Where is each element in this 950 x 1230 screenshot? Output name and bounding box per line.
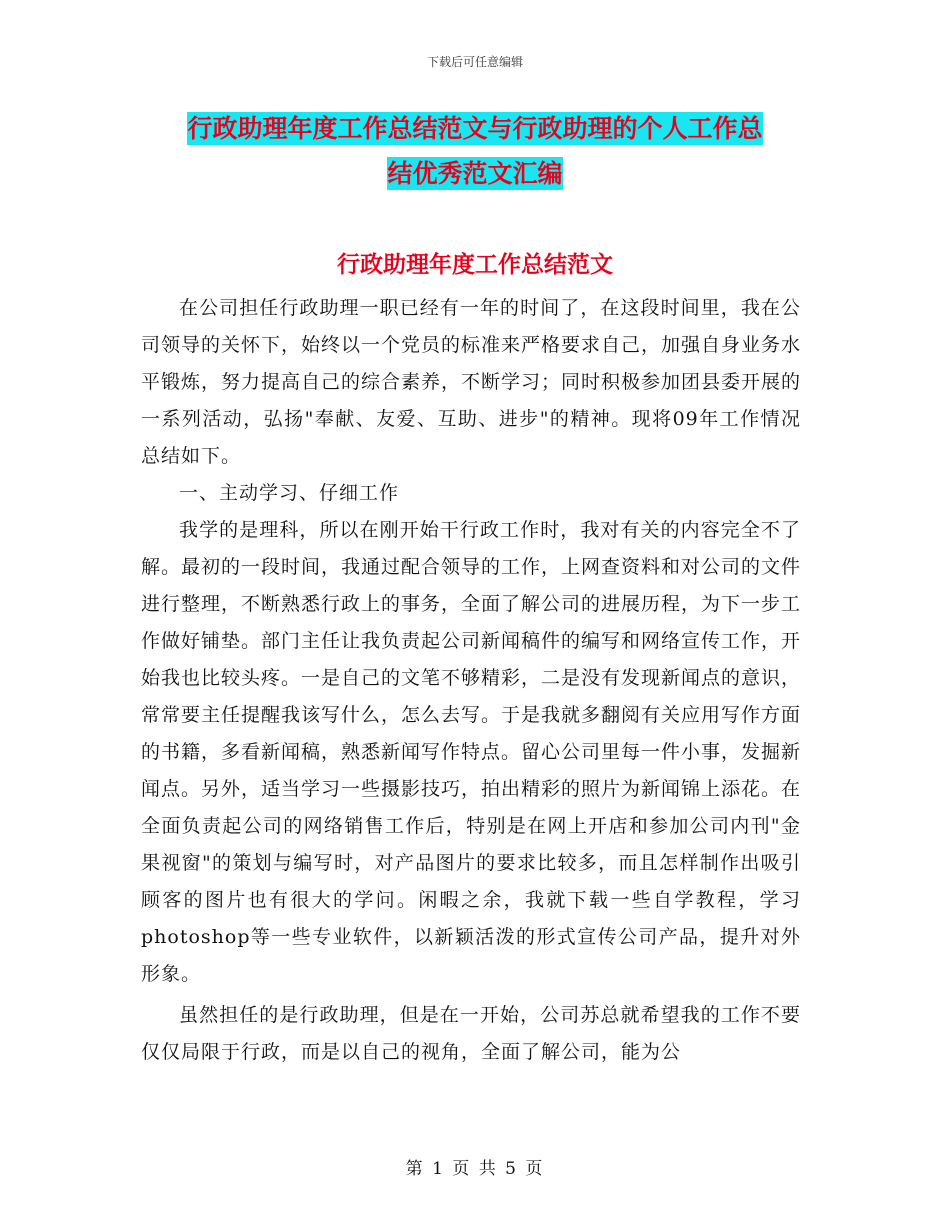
section-heading: 行政助理年度工作总结范文 xyxy=(337,251,613,278)
title-line-1: 行政助理年度工作总结范文与行政助理的个人工作总 xyxy=(187,114,763,143)
paragraph-subheading: 一、主动学习、仔细工作 xyxy=(179,482,400,504)
paragraph-intro: 在公司担任行政助理一职已经有一年的时间了，在这段时间里，我在公司领导的关怀下，始终以一个党员的标准来严格要求自己，加强自身业务水平锻炼，努力提高自己的综合素养，不断学习；同时积极参加团县委开展的一系列活动，弘扬"奉献、友爱、互助、进步"的精神。现将09年工作情况总结如下。 xyxy=(141,297,802,467)
document-body xyxy=(141,290,801,1071)
page-header: 下载后可任意编辑 xyxy=(426,55,523,69)
paragraph-learning: 我学的是理科，所以在刚开始干行政工作时，我对有关的内容完全不了解。最初的一段时间，我通过配合领导的工作，上网查资料和对公司的文件进行整理，不断熟悉行政上的事务，全面了解公司的进展历程，为下一步工作做好铺垫。部门主任让我负责起公司新闻稿件的编写和网络宣传工作，开始我也比较头疼。一是自己的文笔不够精彩，二是没有发现新闻点的意识，常常要主任提醒我该写什么，怎么去写。于是我就多翻阅有关应用写作方面的书籍，多看新闻稿，熟悉新闻写作特点。留心公司里每一件小事，发掘新闻点。另外，适当学习一些摄影技巧，拍出精彩的照片为新闻锦上添花。在全面负责起公司的网络销售工作后，特别是在网上开店和参加公司内刊"金果视窗"的策划与编写时，对产品图片的要求比较多，而且怎样制作出吸引顾客的图片也有很大的学问。闲暇之余，我就下载一些自学教程，学习photoshop等一些专业软件，以新颖活泼的形式宣传公司产品，提升对外形象。 xyxy=(141,519,802,985)
document-title xyxy=(0,106,950,196)
page-footer: 第 1 页 共 5 页 xyxy=(405,1159,545,1179)
paragraph-role: 虽然担任的是行政助理，但是在一开始，公司苏总就希望我的工作不要仅仅局限于行政，而是以自己的视角，全面了解公司，能为公 xyxy=(141,1004,801,1063)
title-line-2: 结优秀范文汇编 xyxy=(387,159,563,188)
